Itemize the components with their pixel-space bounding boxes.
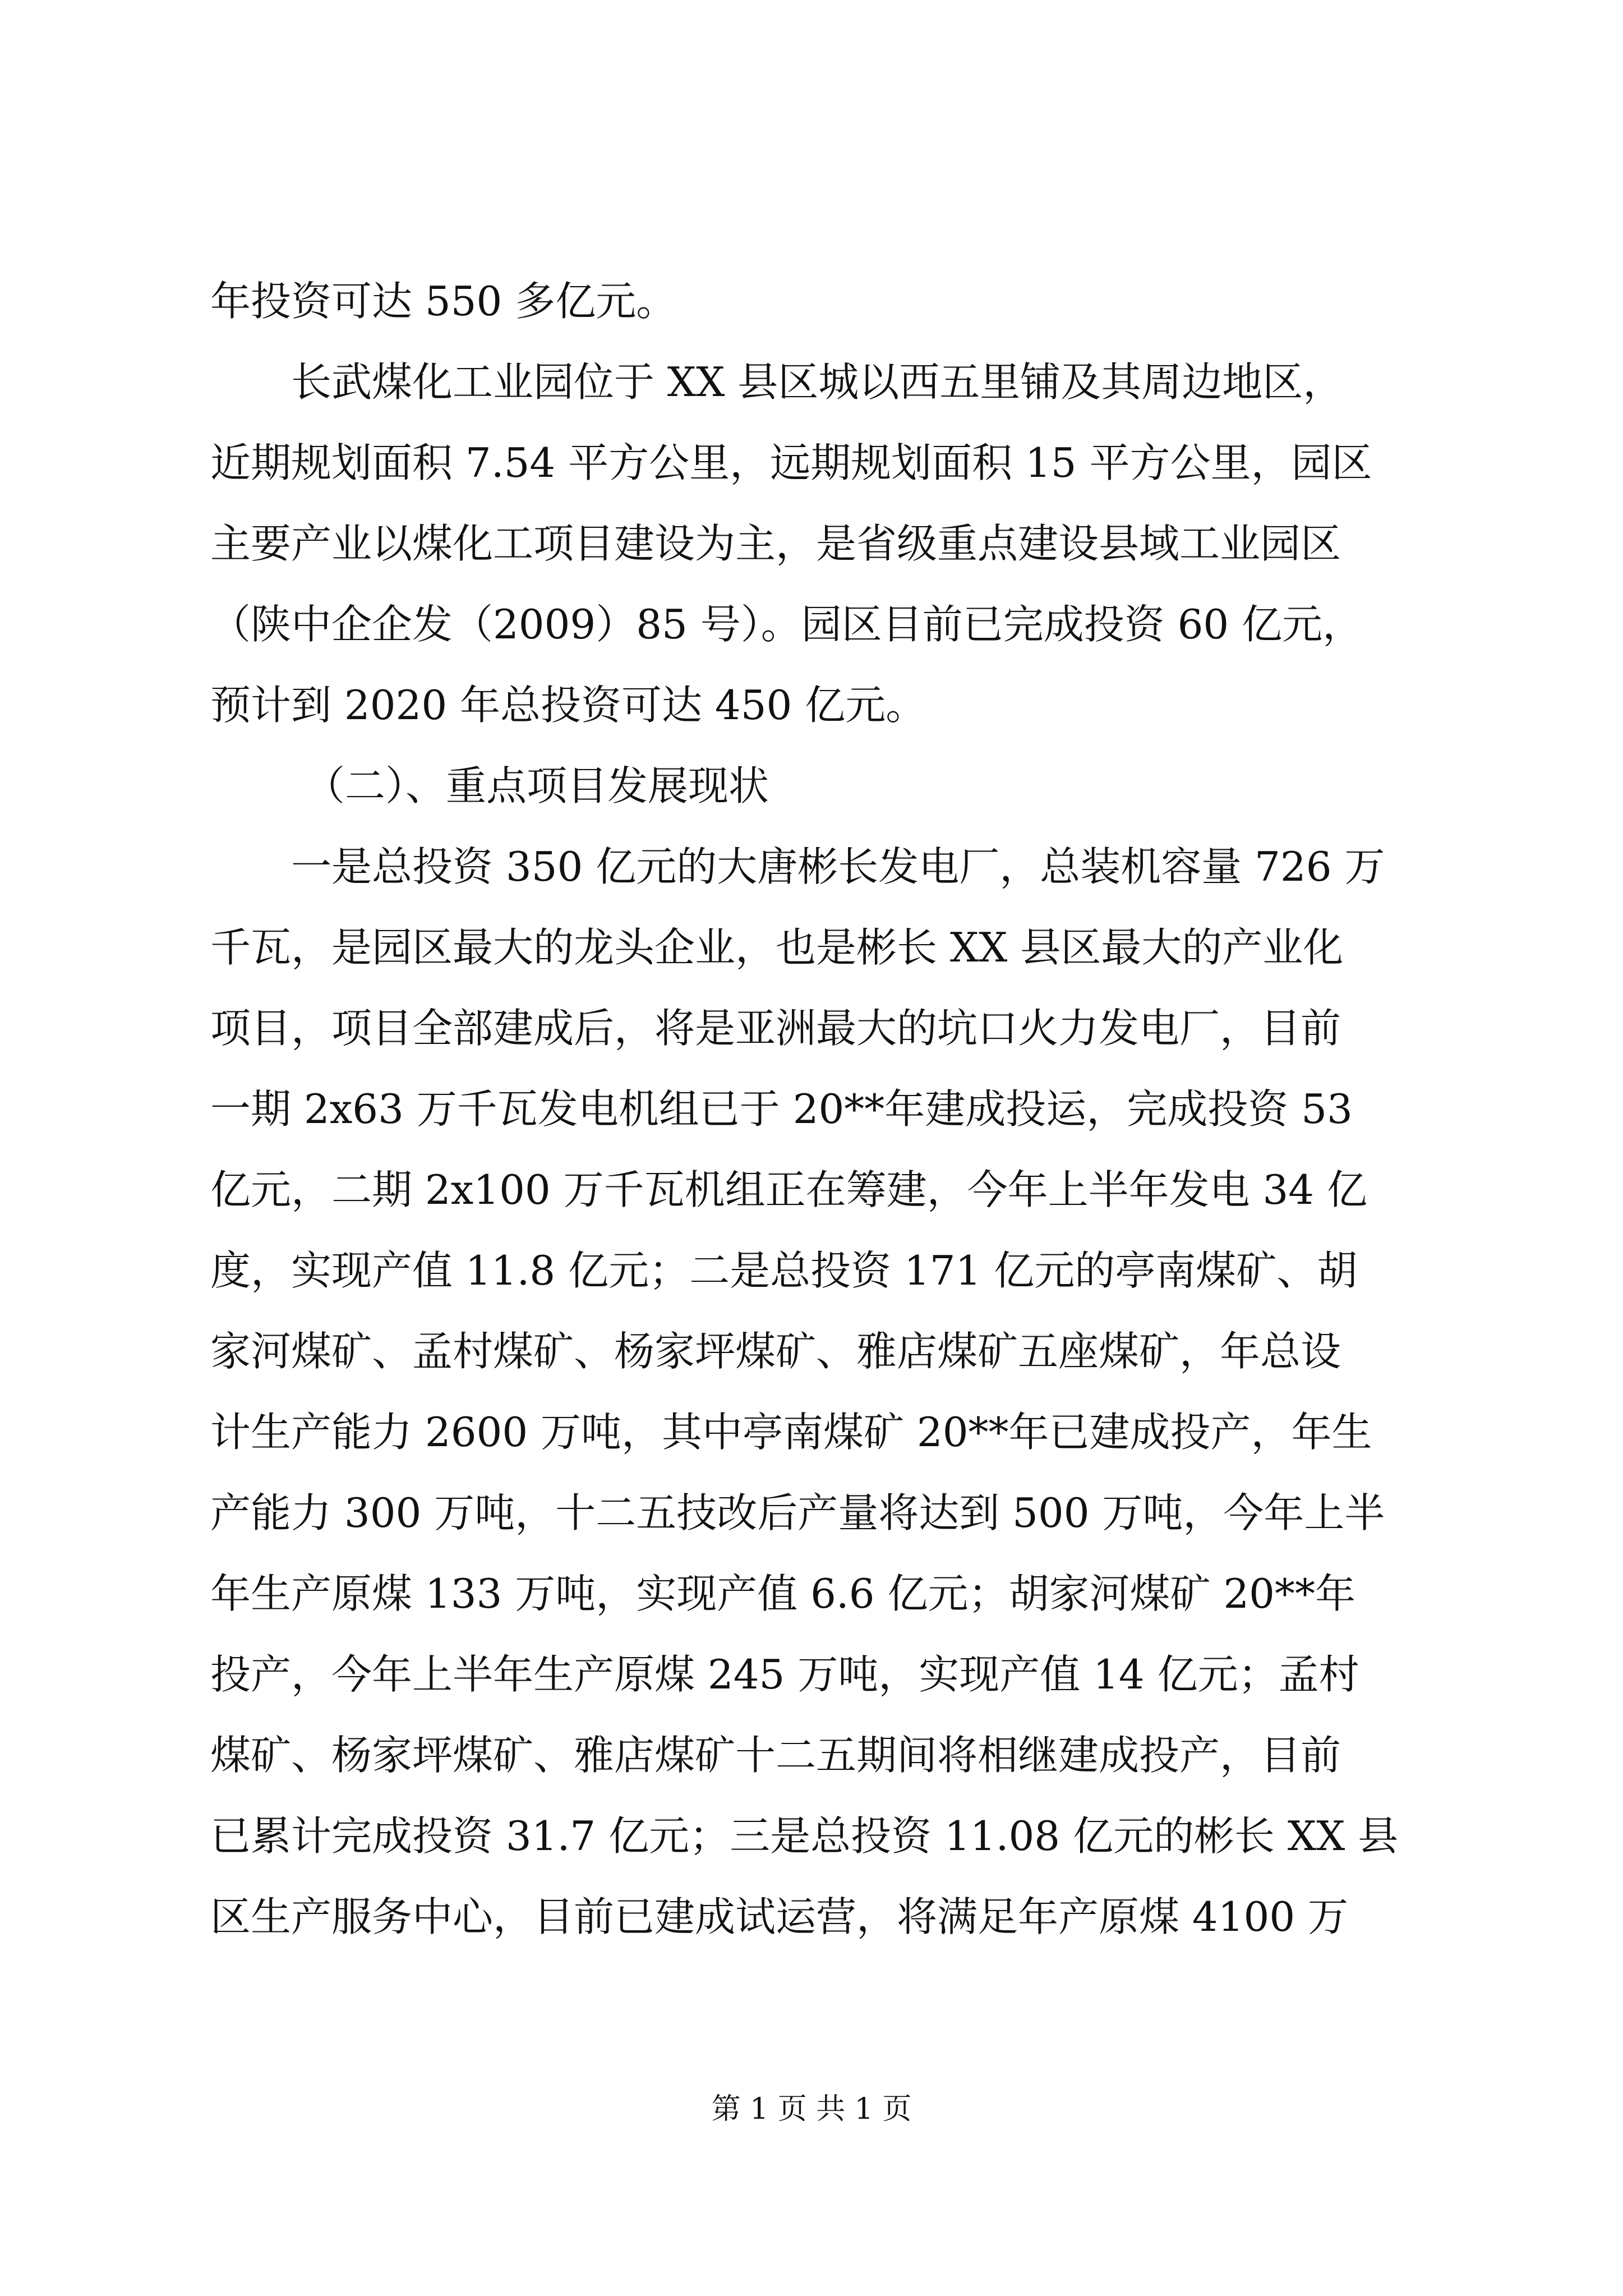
text-line: 区生产服务中心，目前已建成试运营，将满足年产原煤 4100 万 <box>210 1893 1349 1940</box>
text-line: 项目，项目全部建成后，将是亚洲最大的坑口火力发电厂，目前 <box>210 1005 1341 1052</box>
text-line: 已累计完成投资 31.7 亿元；三是总投资 11.08 亿元的彬长 XX 县 <box>210 1812 1399 1860</box>
section-heading: （二）、重点项目发展现状 <box>305 762 769 809</box>
text-line: （陕中企企发（2009）85 号）。园区目前已完成投资 60 亿元， <box>210 601 1363 648</box>
paragraph-start: 长武煤化工业园位于 XX 县区城以西五里铺及其周边地区， <box>291 358 1344 406</box>
text-line: 计生产能力 2600 万吨，其中亭南煤矿 20**年已建成投产，年生 <box>210 1409 1372 1456</box>
text-line: 一期 2x63 万千瓦发电机组已于 20**年建成投运，完成投资 53 <box>210 1085 1353 1133</box>
paragraph-start: 一是总投资 350 亿元的大唐彬长发电厂，总装机容量 726 万 <box>291 843 1385 890</box>
text-line: 煤矿、杨家坪煤矿、雅店煤矿十二五期间将相继建成投产，目前 <box>210 1732 1341 1779</box>
text-line: 千瓦，是园区最大的龙头企业，也是彬长 XX 县区最大的产业化 <box>210 924 1344 971</box>
text-line: 家河煤矿、孟村煤矿、杨家坪煤矿、雅店煤矿五座煤矿，年总设 <box>210 1328 1341 1375</box>
text-line: 近期规划面积 7.54 平方公里，远期规划面积 15 平方公里，园区 <box>210 439 1372 486</box>
text-line: 主要产业以煤化工项目建设为主，是省级重点建设县域工业园区 <box>210 520 1341 567</box>
document-body <box>210 261 1422 1957</box>
text-line: 亿元，二期 2x100 万千瓦机组正在筹建，今年上半年发电 34 亿 <box>210 1166 1368 1213</box>
page-number-footer: 第 1 页 共 1 页 <box>711 2092 912 2126</box>
text-line: 投产，今年上半年生产原煤 245 万吨，实现产值 14 亿元；孟村 <box>210 1651 1359 1698</box>
text-line: 产能力 300 万吨，十二五技改后产量将达到 500 万吨，今年上半 <box>210 1489 1385 1536</box>
text-line: 度，实现产值 11.8 亿元；二是总投资 171 亿元的亭南煤矿、胡 <box>210 1247 1358 1294</box>
text-line: 预计到 2020 年总投资可达 450 亿元。 <box>210 682 926 729</box>
text-line: 年生产原煤 133 万吨，实现产值 6.6 亿元；胡家河煤矿 20**年 <box>210 1570 1355 1617</box>
text-line: 年投资可达 550 多亿元。 <box>210 278 677 325</box>
